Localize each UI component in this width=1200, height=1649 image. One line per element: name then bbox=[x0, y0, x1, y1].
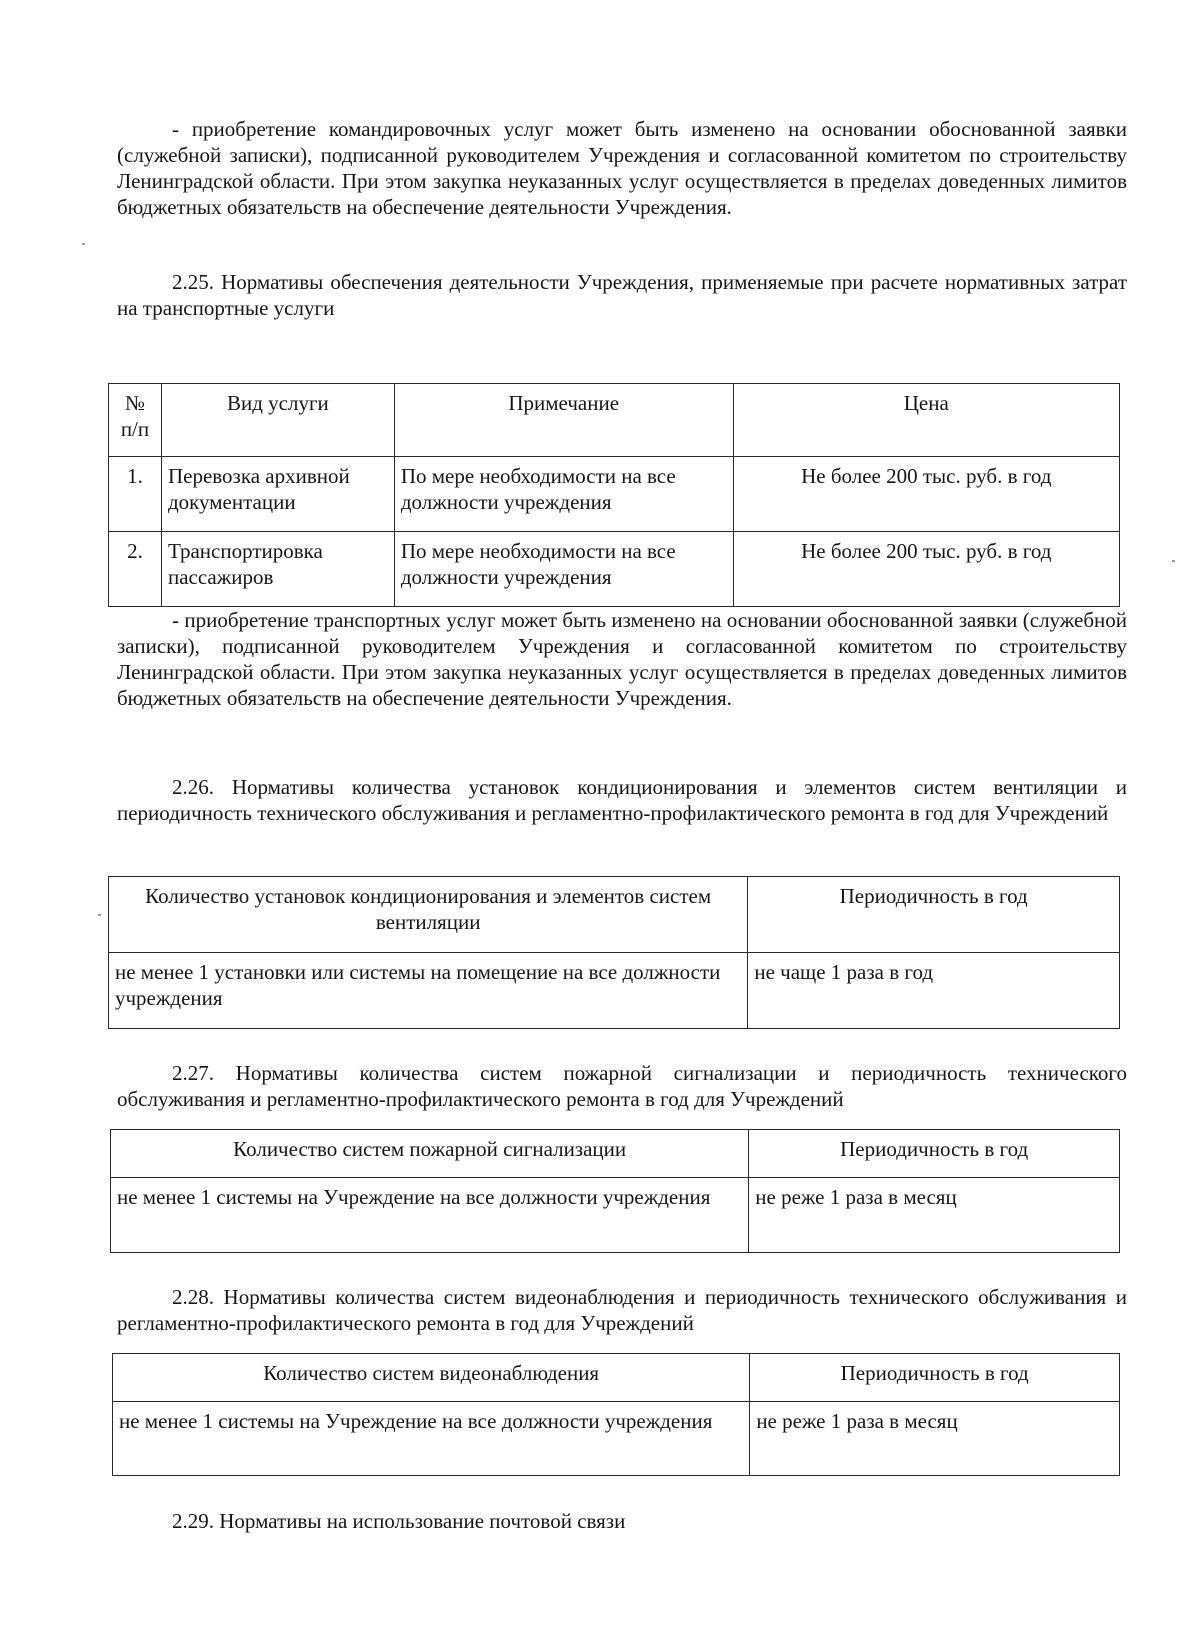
scan-speck bbox=[98, 914, 101, 916]
header-price: Цена bbox=[733, 384, 1119, 457]
table-row bbox=[109, 953, 1120, 1029]
table-row bbox=[111, 1178, 1120, 1253]
cell-service: Перевозка архивной документации bbox=[161, 457, 394, 532]
header-ventilation-quantity: Количество установок кондиционирования и элементов систем вентиляции bbox=[109, 877, 748, 953]
cell-note: По мере необходимости на все должности учреждения bbox=[394, 457, 733, 532]
scan-speck bbox=[82, 243, 85, 245]
table-header-row bbox=[113, 1354, 1120, 1402]
cell-periodicity: не реже 1 раза в месяц bbox=[750, 1402, 1120, 1476]
header-note: Примечание bbox=[394, 384, 733, 457]
table-header-row bbox=[109, 877, 1120, 953]
cell-price: Не более 200 тыс. руб. в год bbox=[733, 532, 1119, 607]
section-2-25-heading: 2.25. Нормативы обеспечения деятельности Учреждения, применяемые при расчете нормативных затрат на транспортные услуги bbox=[117, 270, 1127, 320]
header-video-quantity: Количество систем видеонаблюдения bbox=[113, 1354, 750, 1402]
cell-number: 1. bbox=[109, 457, 162, 532]
section-2-26-heading: 2.26. Нормативы количества установок кондиционирования и элементов систем вентиляции и периодичность технического обслуживания и регламентно-профилактического ремонта в год для Учреждений bbox=[117, 775, 1127, 825]
table-row bbox=[109, 457, 1120, 532]
header-service-type: Вид услуги bbox=[161, 384, 394, 457]
cell-quantity: не менее 1 установки или системы на помещение на все должности учреждения bbox=[109, 953, 748, 1029]
table-header-row bbox=[109, 384, 1120, 457]
paragraph-business-trip-services: - приобретение командировочных услуг может быть изменено на основании обоснованной заявки (служебной записки), подписанной руководителем Учреждения и согласованной комитетом по строительству Ленинградской области. При этом закупка неуказанных услуг осуществляется в пределах доведенных лимитов бюджетных обязательств на обеспечение деятельности Учреждения. bbox=[117, 117, 1127, 219]
table-row bbox=[113, 1402, 1120, 1476]
video-surveillance-table bbox=[112, 1353, 1120, 1476]
header-periodicity: Периодичность в год bbox=[748, 877, 1120, 953]
header-periodicity: Периодичность в год bbox=[750, 1354, 1120, 1402]
section-2-29-heading: 2.29. Нормативы на использование почтовой связи bbox=[172, 1509, 626, 1533]
header-periodicity: Периодичность в год bbox=[749, 1130, 1120, 1178]
scan-speck bbox=[1172, 560, 1175, 562]
header-number: № п/п bbox=[109, 384, 162, 457]
table-row bbox=[109, 532, 1120, 607]
header-fire-quantity: Количество систем пожарной сигнализации bbox=[111, 1130, 749, 1178]
section-2-28-heading: 2.28. Нормативы количества систем видеонаблюдения и периодичность технического обслуживания и регламентно-профилактического ремонта в год для Учреждений bbox=[117, 1285, 1127, 1335]
cell-service: Транспортировка пассажиров bbox=[161, 532, 394, 607]
table-header-row bbox=[111, 1130, 1120, 1178]
cell-price: Не более 200 тыс. руб. в год bbox=[733, 457, 1119, 532]
cell-number: 2. bbox=[109, 532, 162, 607]
cell-periodicity: не чаще 1 раза в год bbox=[748, 953, 1120, 1029]
cell-quantity: не менее 1 системы на Учреждение на все должности учреждения bbox=[113, 1402, 750, 1476]
fire-alarm-table bbox=[110, 1129, 1120, 1253]
paragraph-transport-services: - приобретение транспортных услуг может быть изменено на основании обоснованной заявки (служебной записки), подписанной руководителем Учреждения и согласованной комитетом по строительству Ленинградской области. При этом закупка неуказанных услуг осуществляется в пределах доведенных лимитов бюджетных обязательств на обеспечение деятельности Учреждения. bbox=[117, 608, 1127, 710]
section-2-27-heading: 2.27. Нормативы количества систем пожарной сигнализации и периодичность технического обслуживания и регламентно-профилактического ремонта в год для Учреждений bbox=[117, 1061, 1127, 1111]
cell-periodicity: не реже 1 раза в месяц bbox=[749, 1178, 1120, 1253]
transport-services-table bbox=[108, 383, 1120, 607]
cell-quantity: не менее 1 системы на Учреждение на все должности учреждения bbox=[111, 1178, 749, 1253]
cell-note: По мере необходимости на все должности учреждения bbox=[394, 532, 733, 607]
ventilation-table bbox=[108, 876, 1120, 1029]
